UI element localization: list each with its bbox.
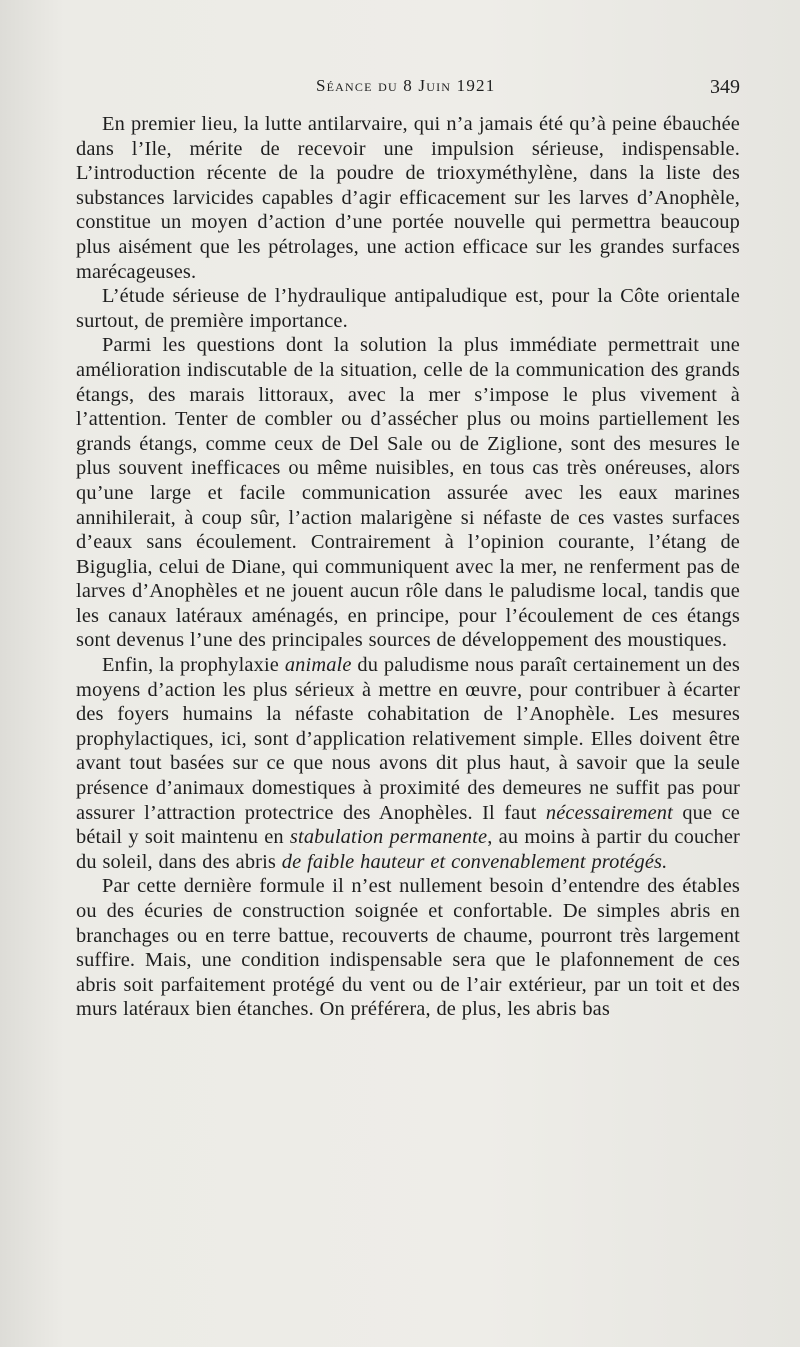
paragraph-2 — [76, 284, 740, 333]
paragraph-1 — [76, 112, 740, 284]
text-segment: L’étude sérieuse de l’hydraulique antipaludique est, pour la Côte orientale surtout, de première importance. — [76, 285, 740, 332]
page-header — [76, 74, 740, 104]
text-segment: que ce bétail y soit maintenu en — [76, 801, 740, 849]
paragraph-3 — [76, 333, 740, 653]
text-segment: Parmi les questions dont la solution la plus immédiate permettrait une amélioration indiscutable de la situation, celle de la communication des grands étangs, des marais littoraux, avec la mer s’impose le plus vivement à l’attention. Tenter de combler ou d’assécher plus ou moins partiellement les grands étangs, comme ceux de Del Sale ou de Ziglione, sont des mesures le plus souvent inefficaces ou même nuisibles, en tous cas très onéreuses, alors qu’une large et facile communication assurée avec les eaux marines annihilerait, à coup sûr, l’action malarigène si néfaste de ces vastes surfaces d’eaux sans écoulement. Contrairement à l’opinion courante, l’étang de Biguglia, celui de Diane, qui communiquent avec la mer, ne renferment pas de larves d’Anophèles et ne jouent aucun rôle dans le paludisme local, tandis que les canaux latéraux aménagés, en principe, pour l’écoulement de ces étangs sont devenus l’une des principales sources de développement des moustiques. — [76, 334, 740, 652]
running-title: Séance du 8 Juin 1921 — [316, 76, 496, 95]
text-segment: En premier lieu, la lutte antilarvaire, qui n’a jamais été qu’à peine ébauchée dans l’Ile, mérite de recevoir une impulsion sérieuse, indispensable. L’introduction récente de la poudre de trioxyméthylène, dans la liste des substances larvicides capables d’agir efficacement sur les larves d’Anophèle, constitue un moyen d’action d’une portée nouvelle qui permettra beaucoup plus aisément que les pétrolages, une action efficace sur les grandes surfaces marécageuses. — [76, 113, 740, 283]
paragraph-4 — [76, 653, 740, 874]
italic-segment: de faible hauteur et convenablement protégés. — [281, 850, 668, 873]
page-number: 349 — [710, 76, 740, 98]
text-segment: , au moins à partir du coucher du soleil, dans des abris — [76, 826, 740, 873]
italic-segment: animale — [284, 654, 352, 677]
text-segment: Par cette dernière formule il n’est nullement besoin d’entendre des étables ou des écuries de construction soignée et confortable. De simples abris en branchages ou en terre battue, recouverts de chaume, pourront très largement suffire. Mais, une condition indispensable sera que le plafonnement de ces abris soit parfaitement protégé du vent ou de l’air extérieur, par un toit et des murs latéraux bien étanches. On préférera, de plus, les abris bas — [76, 875, 740, 1021]
body-text — [76, 112, 740, 1022]
text-segment: du paludisme nous paraît certainement un des moyens d’action les plus sérieux à mettre en œuvre, pour contribuer à écarter des foyers humains la néfaste cohabitation de l’Anophèle. Les mesures prophylactiques, ici, sont d’application relativement simple. Elles doivent être avant tout basées sur ce que nous avons dit plus haut, à savoir que la seule présence d’animaux domestiques à proximité des demeures ne suffit pas pour assurer l’attraction protectrice des Anophèles. Il faut — [76, 654, 740, 824]
italic-segment: stabulation permanente — [289, 826, 488, 849]
text-segment: Enfin, la prophylaxie — [102, 654, 285, 677]
italic-segment: nécessairement — [545, 801, 673, 824]
paragraph-5 — [76, 874, 740, 1022]
